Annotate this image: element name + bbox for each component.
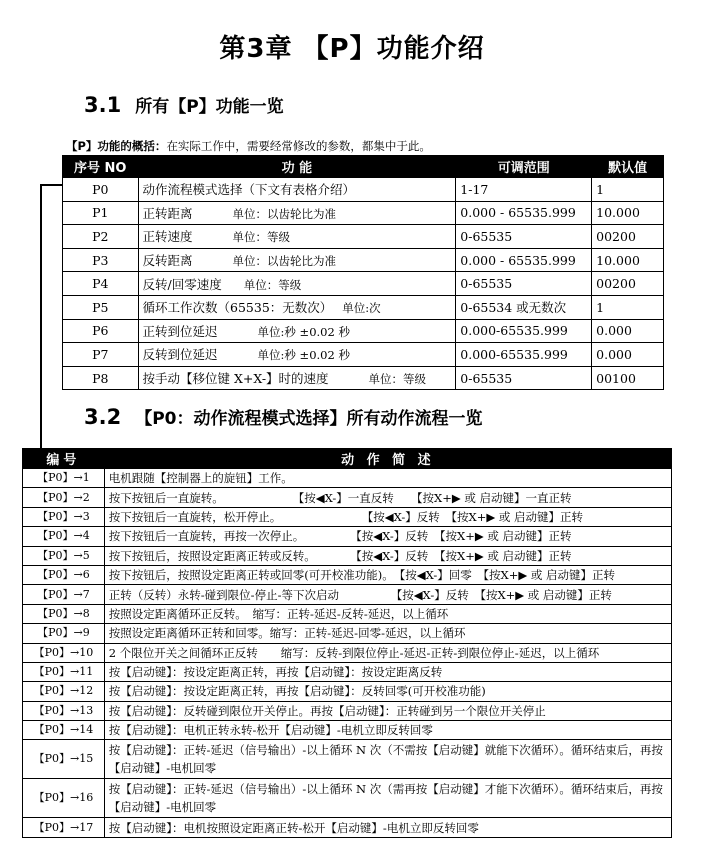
mode-description — [104, 740, 671, 779]
table-row — [63, 248, 664, 272]
description-text: 按【启动键】：正转-延迟（信号输出）-以上循环 N 次（不需按【启动键】就能下次循环）。循环结束后，再按【启动键】-电机回零 — [108, 743, 663, 776]
param-function — [138, 319, 456, 343]
section-heading-1 — [84, 92, 284, 117]
table-row — [23, 721, 672, 740]
param-no: P1 — [63, 201, 139, 225]
mode-code: 【P0】→2 — [23, 488, 105, 507]
param-function — [138, 178, 456, 202]
table-row — [63, 201, 664, 225]
mode-code: 【P0】→14 — [23, 721, 105, 740]
description-text: 正转（反转）永转-碰到限位-停止-等下次启动 — [108, 587, 339, 602]
button-directions: 【按◀X-】反转 【按X+▶ 或 启动键】正转 — [356, 529, 572, 544]
param-default: 10.000 — [592, 248, 664, 272]
section-number: 3.2 — [84, 405, 122, 429]
mode-description — [104, 701, 671, 720]
param-no: P5 — [63, 295, 139, 319]
param-range: 0-65535 — [456, 366, 592, 390]
param-default: 10.000 — [592, 201, 664, 225]
table-row — [63, 319, 664, 343]
function-unit: 单位：以齿轮比为准 — [232, 254, 337, 269]
param-default: 00200 — [592, 272, 664, 296]
section-number: 3.1 — [84, 93, 122, 117]
intro-text — [66, 138, 431, 154]
param-range: 0-65535 — [456, 225, 592, 249]
function-unit: 单位：以齿轮比为准 — [232, 206, 337, 221]
mode-code: 【P0】→8 — [23, 604, 105, 623]
table-row — [23, 701, 672, 720]
header-code: 编号 — [23, 449, 105, 469]
function-unit: 单位：等级 — [232, 230, 291, 245]
table-row — [63, 178, 664, 202]
description-text: 电机跟随【控制器上的旋钮】工作。 — [108, 471, 293, 486]
button-directions: 【按◀X-】反转 【按X+▶ 或 启动键】正转 — [356, 548, 572, 563]
param-function — [138, 343, 456, 367]
param-default: 00100 — [592, 366, 664, 390]
connector-line — [40, 184, 62, 186]
section-title: 所有【P】功能一览 — [135, 97, 284, 117]
button-directions: 【按◀X-】一直反转 【按X+▶ 或 启动键】一直正转 — [298, 490, 572, 505]
param-function — [138, 366, 456, 390]
param-default: 1 — [592, 178, 664, 202]
function-name: 反转距离 — [142, 253, 193, 269]
mode-code: 【P0】→12 — [23, 682, 105, 701]
param-function — [138, 201, 456, 225]
table-row — [23, 662, 672, 681]
table-row — [23, 488, 672, 507]
table-header-row — [63, 156, 664, 178]
mode-description — [104, 662, 671, 681]
mode-code: 【P0】→15 — [23, 740, 105, 779]
param-no: P6 — [63, 319, 139, 343]
function-unit: 单位:秒 ±0.02 秒 — [257, 348, 350, 363]
function-name: 反转/回零速度 — [142, 276, 222, 292]
table-row — [63, 225, 664, 249]
table-row — [63, 343, 664, 367]
param-range: 0.000-65535.999 — [456, 319, 592, 343]
description-text: 按【启动键】：正转-延迟（信号输出）-以上循环 N 次（需再按【启动键】才能下次循环）。循环结束后，再按【启动键】-电机回零 — [108, 782, 663, 815]
param-range: 0-65534 或无数次 — [456, 295, 592, 319]
table-row — [23, 624, 672, 643]
mode-description — [104, 488, 671, 507]
param-function — [138, 272, 456, 296]
description-text: 按下按钮后一直旋转，再按一次停止。 — [108, 529, 299, 544]
param-default: 0.000 — [592, 343, 664, 367]
action-flow-table — [22, 448, 672, 838]
description-text: 按下按钮后，按照设定距离正转或回零(可开校准功能)。 — [108, 568, 389, 583]
mode-description — [104, 643, 671, 662]
param-default: 00200 — [592, 225, 664, 249]
mode-description — [104, 604, 671, 623]
table-row — [63, 366, 664, 390]
table-row — [23, 604, 672, 623]
table-row — [23, 546, 672, 565]
mode-description — [104, 682, 671, 701]
header-description: 动 作 简 述 — [104, 449, 671, 469]
mode-code: 【P0】→11 — [23, 662, 105, 681]
param-default: 0.000 — [592, 319, 664, 343]
param-no: P3 — [63, 248, 139, 272]
button-directions: 【按◀X-】反转 【按X+▶ 或 启动键】正转 — [367, 509, 584, 524]
description-text: 按照设定距离循环正转和回零。缩写：正转-延迟-回零-延迟，以上循环 — [108, 626, 466, 641]
param-no: P7 — [63, 343, 139, 367]
table-row — [23, 469, 672, 488]
connector-line — [40, 184, 42, 450]
mode-description — [104, 546, 671, 565]
mode-description — [104, 527, 671, 546]
table-row — [23, 682, 672, 701]
function-unit: 单位：等级 — [243, 277, 302, 292]
intro-label: 【P】功能的概括： — [66, 139, 167, 153]
param-range: 0-65535 — [456, 272, 592, 296]
intro-body: 在实际工作中，需要经常修改的参数，都集中于此。 — [166, 139, 431, 153]
description-text: 按【启动键】：电机正转永转-松开【启动键】-电机立即反转回零 — [108, 723, 433, 738]
page-title: 第3章 【P】功能介绍 — [219, 34, 485, 64]
header-no: 序号 NO — [63, 156, 139, 178]
description-text: 按【启动键】：反转碰到限位开关停止。再按【启动键】：正转碰到另一个限位开关停止 — [108, 703, 546, 718]
mode-description — [104, 585, 671, 604]
param-function — [138, 225, 456, 249]
table-row — [63, 272, 664, 296]
table-row — [23, 565, 672, 584]
function-name: 按手动【移位键 X+X-】时的速度 — [142, 371, 329, 387]
table-row — [63, 295, 664, 319]
description-text: 按【启动键】：按设定距离正转，再按【启动键】：反转回零(可开校准功能) — [108, 684, 486, 699]
param-no: P2 — [63, 225, 139, 249]
table-row — [23, 818, 672, 837]
mode-code: 【P0】→7 — [23, 585, 105, 604]
description-text: 按【启动键】：电机按照设定距离正转-松开【启动键】-电机立即反转回零 — [108, 820, 479, 835]
function-name: 正转距离 — [142, 205, 193, 221]
param-no: P4 — [63, 272, 139, 296]
table-row — [23, 585, 672, 604]
mode-description — [104, 818, 671, 837]
table-row — [23, 527, 672, 546]
function-name: 动作流程模式选择（下文有表格介绍） — [142, 182, 356, 198]
function-name: 循环工作次数（65535：无数次） — [142, 300, 333, 316]
table-row — [23, 779, 672, 818]
param-range: 0.000-65535.999 — [456, 343, 592, 367]
description-text: 按下按钮后，按照设定距离正转或反转。 — [108, 548, 311, 563]
mode-code: 【P0】→10 — [23, 643, 105, 662]
description-text: 按【启动键】：按设定距离正转，再按【启动键】：按设定距离反转 — [108, 665, 443, 680]
param-no: P0 — [63, 178, 139, 202]
header-default: 默认值 — [592, 156, 664, 178]
function-unit: 单位:次 — [342, 301, 381, 316]
button-directions: 【按◀X-】反转 【按X+▶ 或 启动键】正转 — [396, 587, 612, 602]
mode-description — [104, 469, 671, 488]
param-range: 0.000 - 65535.999 — [456, 248, 592, 272]
table-header-row — [23, 449, 672, 469]
param-no: P8 — [63, 366, 139, 390]
param-range: 1-17 — [456, 178, 592, 202]
description-text: 按下按钮后一直旋转。 — [108, 490, 219, 505]
function-name: 正转到位延迟 — [142, 323, 218, 339]
button-directions: 【按◀X-】回零 【按X+▶ 或 启动键】正转 — [399, 568, 616, 583]
param-function — [138, 295, 456, 319]
function-unit: 单位：等级 — [368, 372, 427, 387]
p-function-table — [62, 155, 664, 390]
mode-description — [104, 779, 671, 818]
mode-code: 【P0】→9 — [23, 624, 105, 643]
header-function: 功 能 — [138, 156, 456, 178]
table-row — [23, 740, 672, 779]
mode-code: 【P0】→4 — [23, 527, 105, 546]
param-function — [138, 248, 456, 272]
header-range: 可调范围 — [456, 156, 592, 178]
function-name: 反转到位延迟 — [142, 347, 218, 363]
mode-code: 【P0】→16 — [23, 779, 105, 818]
param-default: 1 — [592, 295, 664, 319]
description-text: 2 个限位开关之间循环正反转 缩写：反转-到限位停止-延迟-正转-到限位停止-延迟，以上循环 — [108, 645, 600, 660]
description-text: 按下按钮后一直旋转，松开停止。 — [108, 509, 276, 524]
mode-description — [104, 721, 671, 740]
table-row — [23, 507, 672, 526]
function-name: 正转速度 — [142, 229, 193, 245]
function-unit: 单位:秒 ±0.02 秒 — [257, 324, 350, 339]
param-range: 0.000 - 65535.999 — [456, 201, 592, 225]
mode-description — [104, 565, 671, 584]
table-row — [23, 643, 672, 662]
section-title: 【P0：动作流程模式选择】所有动作流程一览 — [135, 409, 483, 429]
mode-code: 【P0】→5 — [23, 546, 105, 565]
mode-code: 【P0】→17 — [23, 818, 105, 837]
mode-code: 【P0】→3 — [23, 507, 105, 526]
description-text: 按照设定距离循环正反转。 缩写：正转-延迟-反转-延迟，以上循环 — [108, 606, 449, 621]
mode-code: 【P0】→13 — [23, 701, 105, 720]
mode-code: 【P0】→1 — [23, 469, 105, 488]
mode-description — [104, 624, 671, 643]
mode-description — [104, 507, 671, 526]
mode-code: 【P0】→6 — [23, 565, 105, 584]
section-heading-2 — [84, 404, 483, 429]
